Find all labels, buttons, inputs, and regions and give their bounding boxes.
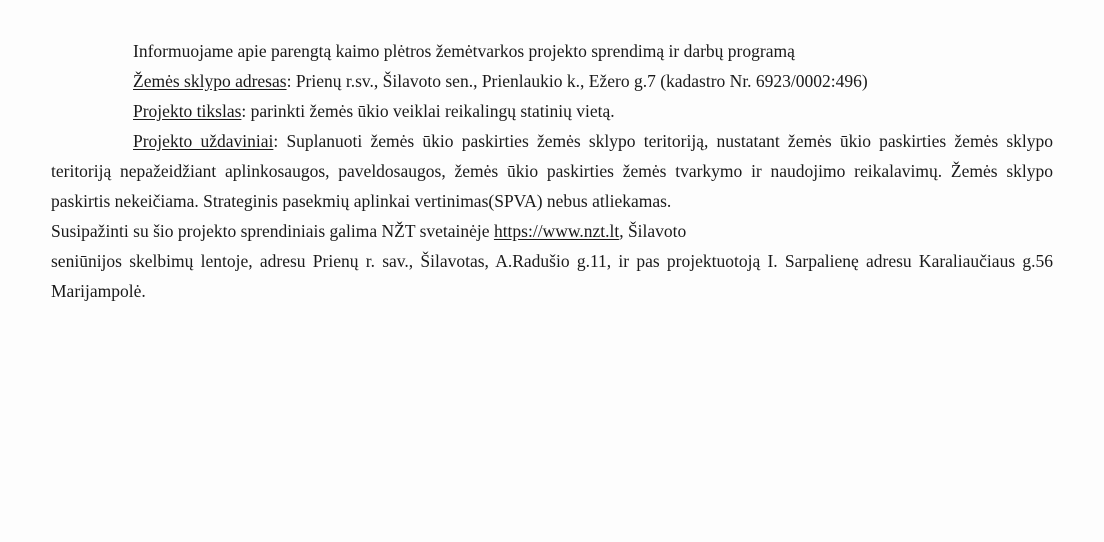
intro-paragraph: [51, 36, 1053, 66]
info-paragraph-2: [51, 246, 1053, 306]
address-label: Žemės sklypo adresas: [133, 71, 287, 91]
tasks-value: : Suplanuoti žemės ūkio paskirties žemės sklypo teritoriją, nustatant žemės ūkio paskirties žemės sklypo teritoriją nepažeidžiant aplinkosaugos, paveldosaugos, žemės ūkio paskirties žemės tvarkymo ir naudojimo reikalavimų. Žemės sklypo paskirtis nekeičiama. Strateginis pasekmių aplinkai vertinimas(SPVA) nebus atliekamas.: [51, 131, 1053, 211]
info-text-post: , Šilavoto: [619, 221, 687, 241]
info-text-2: seniūnijos skelbimų lentoje, adresu Prienų r. sav., Šilavotas, A.Radušio g.11, ir pas projektuotoją I. Sarpalienę adresu Karaliaučiaus g.56 Marijampolė.: [51, 251, 1053, 301]
intro-text: Informuojame apie parengtą kaimo plėtros žemėtvarkos projekto sprendimą ir darbų programą: [133, 41, 795, 61]
address-paragraph: [51, 66, 1053, 96]
purpose-paragraph: [51, 96, 1053, 126]
tasks-label: Projekto uždaviniai: [133, 131, 274, 151]
purpose-value: : parinkti žemės ūkio veiklai reikalingų statinių vietą.: [241, 101, 615, 121]
info-line-1: [51, 216, 1053, 246]
address-value: : Prienų r.sv., Šilavoto sen., Prienlaukio k., Ežero g.7 (kadastro Nr. 6923/0002:496): [286, 71, 868, 91]
notice-text: [51, 36, 1053, 306]
nzt-website-link[interactable]: https://www.nzt.lt: [493, 221, 620, 241]
tasks-paragraph: [51, 126, 1053, 216]
info-text-pre: Susipažinti su šio projekto sprendiniais galima NŽT svetainėje: [51, 221, 494, 241]
purpose-label: Projekto tikslas: [133, 101, 242, 121]
